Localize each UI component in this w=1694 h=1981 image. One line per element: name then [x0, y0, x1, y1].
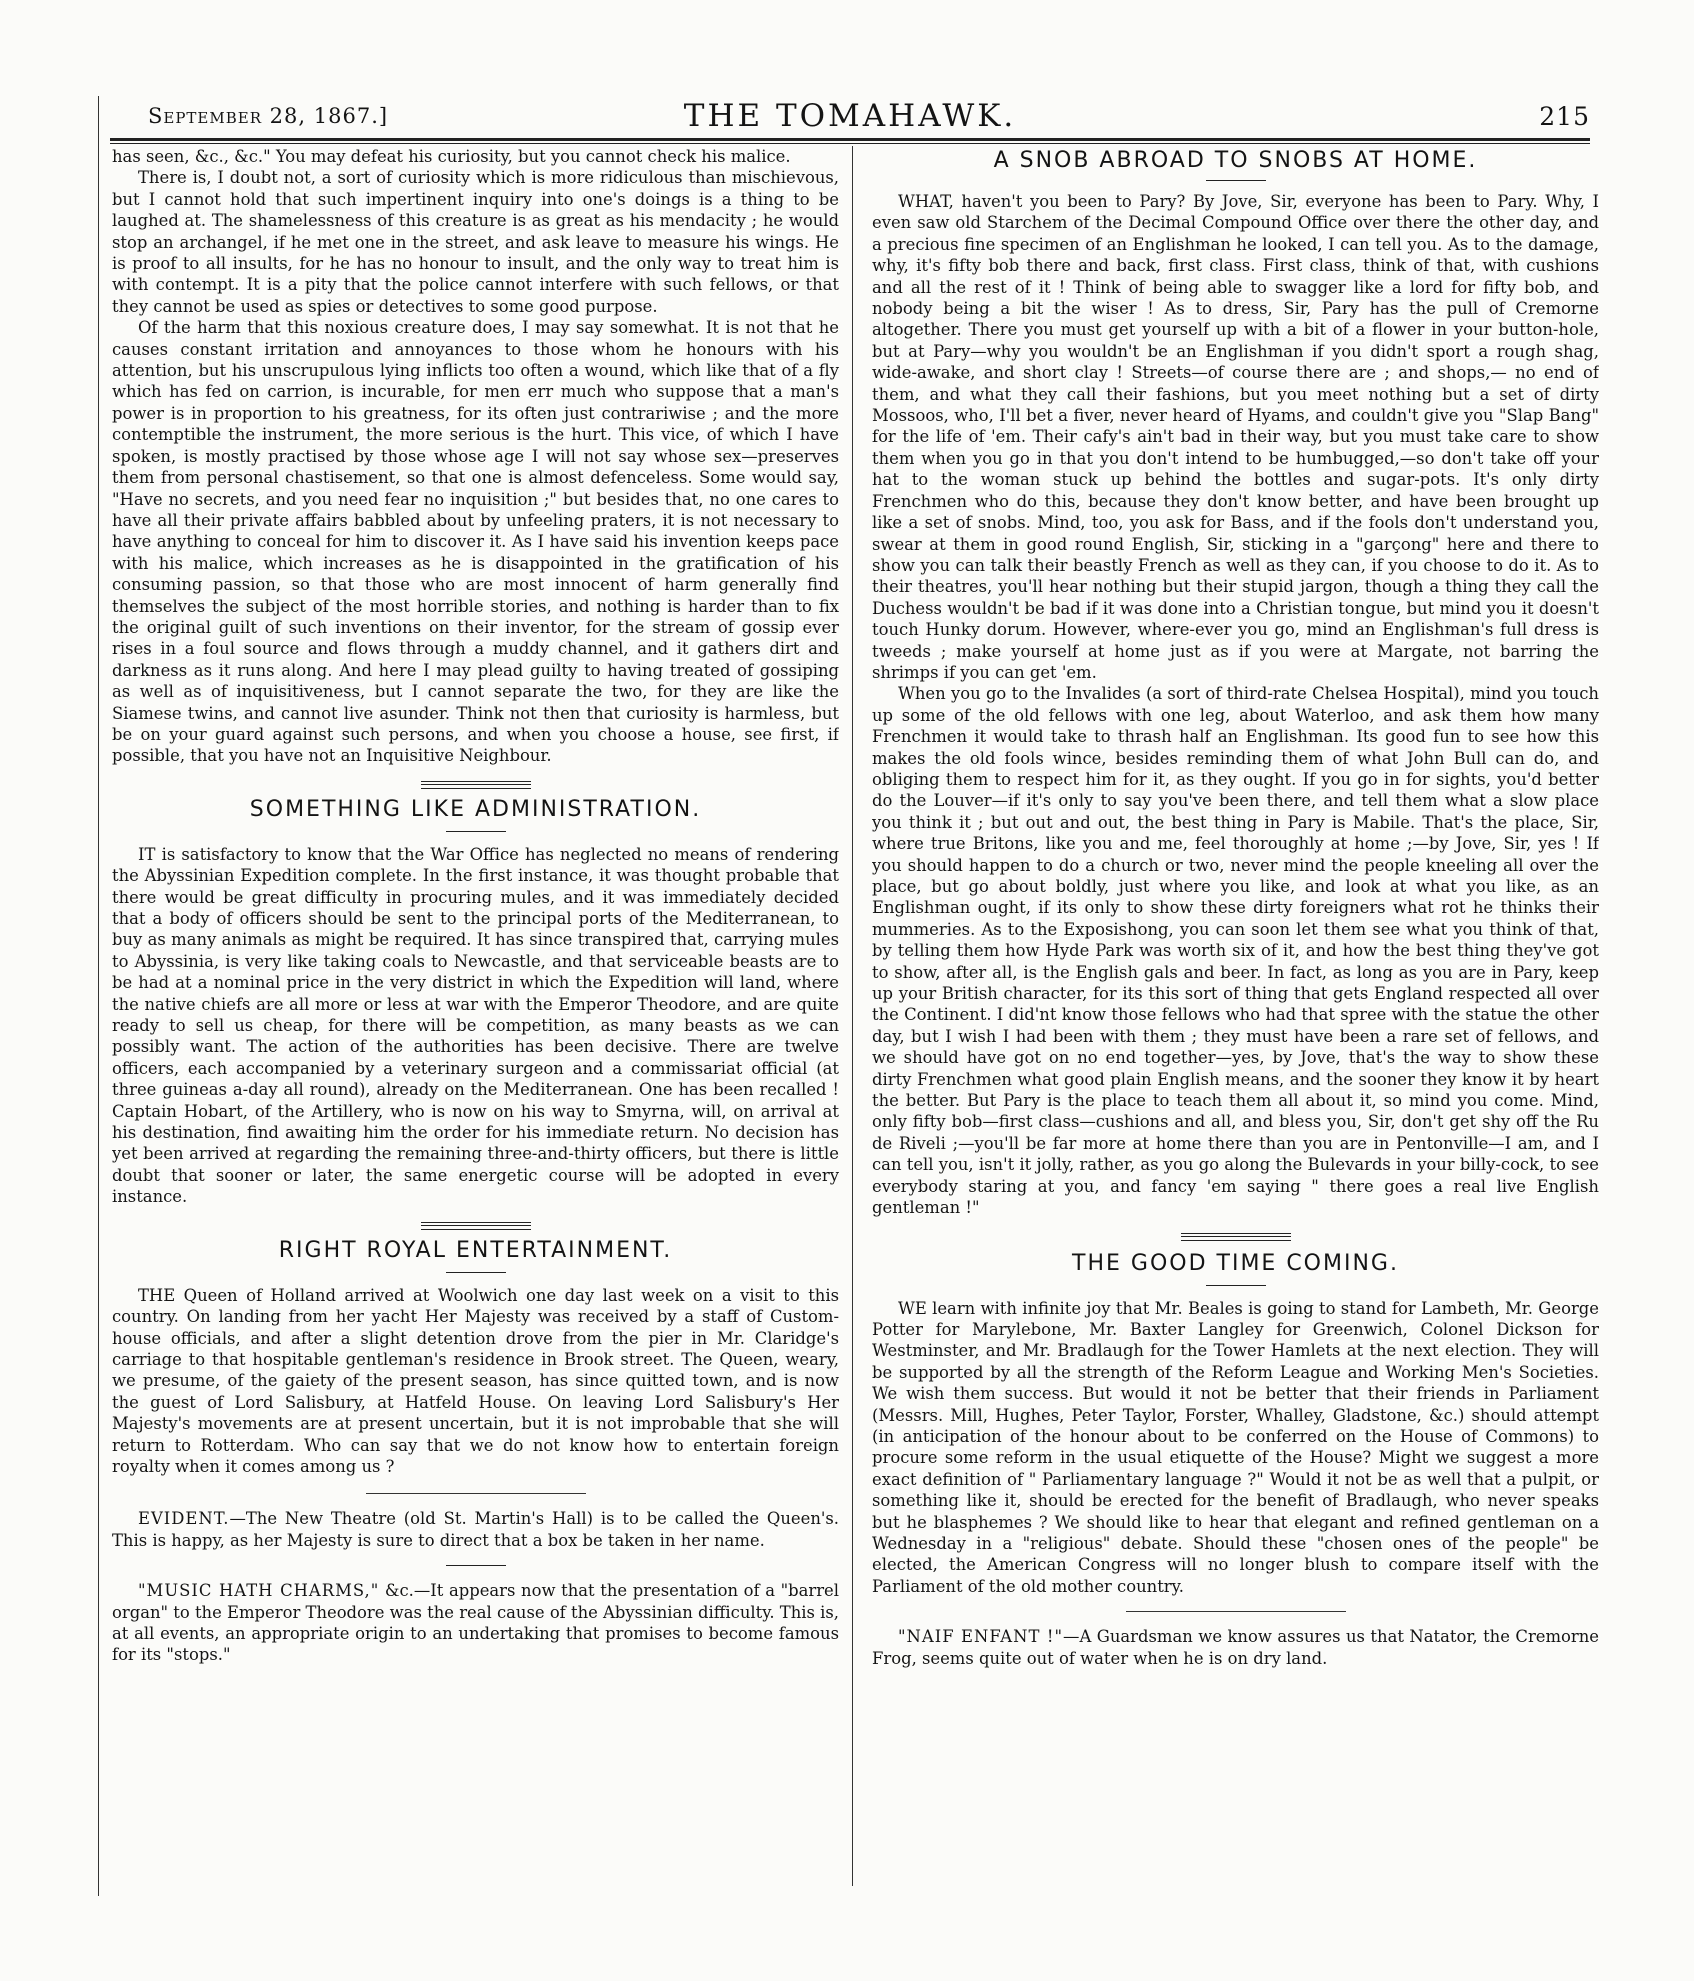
right-column — [872, 146, 1599, 1886]
snob-article-title: A SNOB ABROAD TO SNOBS AT HOME. — [993, 148, 1478, 173]
naif-paragraph — [872, 1626, 1599, 1669]
section-divider — [421, 1222, 531, 1230]
naif-lead: "NAIF ENFANT !" — [898, 1627, 1064, 1647]
section-divider — [421, 781, 531, 789]
section-divider — [1181, 1233, 1291, 1241]
header-date: September 28, 1867.] — [148, 104, 389, 128]
snob-paragraph-2: When you go to the Invalides (a sort of third-rate Chelsea Hospital), mind you touch up some of the old fellows with one leg, about Waterloo, and ask them how many Frenchmen it would take to thrash half an Englishman. Its good fun to see how this makes the old fools wince, besides reminding them of what John Bull can do, and obliging them to respect him for it, as they ought. If you go in for sights, you'd better do the Louver—if it's only to say you've been there, and tell them what a slow place you think it ; but out and out, the best thing in Pary is Mabile. That's the place, Sir, where true Britons, like you and me, feel thoroughly at home ;—by Jove, Sir, yes ! If you should happen to do a church or two, never mind the people kneeling all over the place, but go about boldly, just where you like, and look at what you like, as an Englishman ought, if its only to show these dirty foreigners what rot he thinks their mummeries. As to the Exposishong, you can soon let them see what you think of that, by telling them how Hyde Park was worth six of it, and how the best thing they've got to show, after all, is the English gals and beer. In fact, as long as you are in Pary, keep up your British character, for its this sort of thing that gets England respected all over the Continent. I did'nt know those fellows who had that spree with the statue the other day, but I wish I had been with them ; they must have been a rare set of fellows, and we should have got on no end together—yes, by Jove, that's the way to show these dirty Frenchmen what good plain English means, and the sooner they know it by heart the better. But Pary is the place to teach them all about it, so mind you come. Mind, only fifty bob—first class—cushions and all, and bless you, Sir, don't get shy off the Ru de Riveli ;—you'll be far more at home there than you are in Pentonville—I am, and I can tell you, isn't it jolly, rather, as you go along the Bulevards in your billy-cock, to see everybody staring at you, and fancy 'em saying " there goes a real live English gentleman !" — [872, 684, 1599, 1218]
evident-body: —The New Theatre (old St. Martin's Hall) is to be called the Queen's. This is happy, as her Majesty is sure to direct that a box be taken in her name. — [112, 1509, 839, 1550]
good-time-article-title: THE GOOD TIME COMING. — [1072, 1250, 1399, 1276]
evident-lead: EVIDENT. — [138, 1509, 230, 1529]
evident-paragraph — [112, 1508, 839, 1551]
music-body: &c.—It appears now that the presentation of a "barrel organ" to the Emperor Theodore was the real cause of the Abyssinian difficulty. This is, at all events, an appropriate origin to an undertaking that promises to become famous for its "stops." — [112, 1581, 839, 1665]
naif-body: —A Guardsman we know assures us that Natator, the Cremorne Frog, seems quite out of water when he is on dry land. — [872, 1627, 1599, 1668]
good-time-article-body: WE learn with infinite joy that Mr. Beales is going to stand for Lambeth, Mr. George Potter for Marylebone, Mr. Baxter Langley for Greenwich, Colonel Dickson for Westminster, and Mr. Bradlaugh for the Tower Hamlets at the next election. They will be supported by all the strength of the Reform League and Working Men's Societies. We wish them success. But would it not be better that their friends in Parliament (Messrs. Mill, Hughes, Peter Taylor, Forster, Whalley, Gladstone, &c.) should attempt (in anticipation of the honour about to be conferred on the House of Commons) to procure some reform in the usual etiquette of the House? Might we suggest a more exact definition of " Parliamentary language ?" Would it not be as well that a pulpit, or something like it, should be erected for the benefit of Bradlaugh, who never speaks but he blasphemes ? We should like to hear that elegant and refined gentleman on a Wednesday in a "religious" debate. Should these "chosen ones of the people" be elected, the American Congress will no longer blush to compare itself with the Parliament of the old mother country. — [872, 1298, 1599, 1596]
header-rule-thin — [110, 143, 1590, 144]
header-title: THE TOMAHAWK. — [683, 98, 1017, 134]
left-column — [112, 146, 839, 1886]
continued-paragraph-2: There is, I doubt not, a sort of curiosity which is more ridiculous than mischievous, but I cannot hold that such impertinent inquiry into one's doings is a thing to be laughed at. The shamelessness of this creature is as great as his mendacity ; he would stop an archangel, if he met one in the street, and ask leave to measure his wings. He is proof to all insults, for he has no honour to insult, and the only way to treat him is with contempt. It is a pity that the police cannot interfere with such fellows, or that they cannot be used as spies or detectives to some good purpose. — [112, 168, 839, 316]
snob-paragraph-1: WHAT, haven't you been to Pary? By Jove, Sir, everyone has been to Pary. Why, I even saw old Starchem of the Decimal Compound Office over there the other day, and a precious fine specimen of an Englishman he looked, I can tell you. As to the damage, why, it's fifty bob there and back, first class. First class, think of that, with cushions and all the rest of it ! Think of being able to swagger like a lord for fifty bob, and nobody being a bit the wiser ! As to dress, Sir, Pary has the pull of Cremorne altogether. There you must get yourself up with a bit of a flower in your button-hole, but at Pary—why you wouldn't be an Englishman if you didn't sport a rough shag, wide-awake, and short clay ! Streets—of course there are ; and shops,— no end of them, and what they call their fashions, but you meet nothing but a set of dirty Mossoos, who, I'll bet a fiver, never heard of Hyams, and couldn't give you "Slap Bang" for the life of 'em. Their cafy's ain't bad in their way, but you must take care to show them when you go in that you don't intend to be humbugged,—so don't take off your hat to the woman stuck up behind the bottles and sugar-pots. It's only dirty Frenchmen who do this, because they don't know better, and have been brought up like a set of snobs. Mind, too, you ask for Bass, and if the fools don't understand you, swear at them in good round English, Sir, sticking in a "garçong" here and there to show you can talk their beastly French as well as they can, if you choose to do it. As to their theatres, you'll hear nothing but their stupid jargon, though a thing they call the Duchess wouldn't be bad if it was done into a Christian tongue, but mind you it doesn't touch Hunky dorum. However, where-ever you go, mind an Englishman's full dress is tweeds ; make yourself at home just as if you were at Margate, not barring the shrimps if you can get 'em. — [872, 192, 1599, 682]
music-paragraph — [112, 1580, 839, 1666]
header-rule — [110, 138, 1590, 141]
continued-paragraph-1: has seen, &c., &c." You may defeat his curiosity, but you cannot check his malice. — [112, 147, 791, 166]
header-page-number: 215 — [1539, 102, 1590, 131]
column-divider — [852, 146, 853, 1886]
admin-article-body: IT is satisfactory to know that the War Office has neglected no means of rendering the Abyssinian Expedition complete. In the first instance, it was thought probable that there would be great difficulty in procuring mules, and it was immediately decided that a body of officers should be sent to the principal ports of the Mediterranean, to buy as many animals as might be required. It has since transpired that, carrying mules to Abyssinia, is very like taking coals to Newcastle, and that serviceable beasts are to be had at a nominal price in the very district in which the Expedition will land, where the native chiefs are all more or less at war with the Emperor Theodore, and are quite ready to sell us cheap, for there will be competition, as many beasts as we can possibly want. The action of the authorities has been decisive. There are twelve officers, each accompanied by a veterinary surgeon and a commissariat official (at three guineas a-day all round), already on the Mediterranean. One has been recalled ! Captain Hobart, of the Artillery, who is now on his way to Smyrna, will, on arrival at his destination, find awaiting him the order for his immediate return. No decision has yet been arrived at regarding the remaining three-and-thirty officers, but there is little doubt that sooner or later, the same energetic course will be adopted in every instance. — [112, 844, 839, 1207]
continued-paragraph-3: Of the harm that this noxious creature does, I may say somewhat. It is not that he causes constant irritation and annoyances to those whom he honours with his attention, but his unscrupulous lying inflicts too often a wound, which like that of a fly which has fed on carrion, is incurable, for men err much who suppose that a man's power is in proportion to his greatness, for its often just contrariwise ; and the more contemptible the instrument, the more serious is the hurt. This vice, of which I have spoken, is mostly practised by those whose age I will not say whose sex—preserves them from personal chastisement, so that one is almost defenceless. Some would say, "Have no secrets, and you need fear no inquisition ;" but besides that, no one cares to have all their private affairs babbled about by unfeeling praters, it is not necessary to have anything to conceal for him to discover it. As I have said his invention keeps pace with his malice, which increases as he is disappointed in the gratification of his consuming passion, so that those who are most innocent of harm generally find themselves the subject of the most horrible stories, and nothing is harder than to fix the original guilt of such inventions on their inventor, for the stream of gossip ever rises in a foul source and flows through a muddy channel, and it gathers dirt and darkness as it runs along. And here I may plead guilty to having treated of gossiping as well as of inquisitiveness, but I cannot separate the two, for they are like the Siamese twins, and cannot live asunder. Think not then that curiosity is harmless, but be on your guard against such persons, and when you choose a house, see first, if possible, that you have not an Inquisitive Neighbour. — [112, 318, 839, 766]
royal-article-body: THE Queen of Holland arrived at Woolwich one day last week on a visit to this country. On landing from her yacht Her Majesty was received by a staff of Custom-house officials, and after a slight detention drove from the pier in Mr. Claridge's carriage to that hospitable gentleman's residence in Brook street. The Queen, weary, we presume, of the gaiety of the present season, has since quitted town, and is now the guest of Lord Salisbury, at Hatfeld House. On leaving Lord Salisbury's Her Majesty's movements are at present uncertain, but it is not improbable that she will return to Rotterdam. Who can say that we do not know how to entertain foreign royalty when it comes among us ? — [112, 1285, 839, 1476]
page-header — [110, 96, 1590, 132]
page-edge-line — [98, 96, 99, 1896]
music-lead: "MUSIC HATH CHARMS," — [138, 1581, 380, 1601]
royal-article-title: RIGHT ROYAL ENTERTAINMENT. — [278, 1237, 673, 1263]
admin-article-title: SOMETHING LIKE ADMINISTRATION. — [249, 796, 702, 822]
